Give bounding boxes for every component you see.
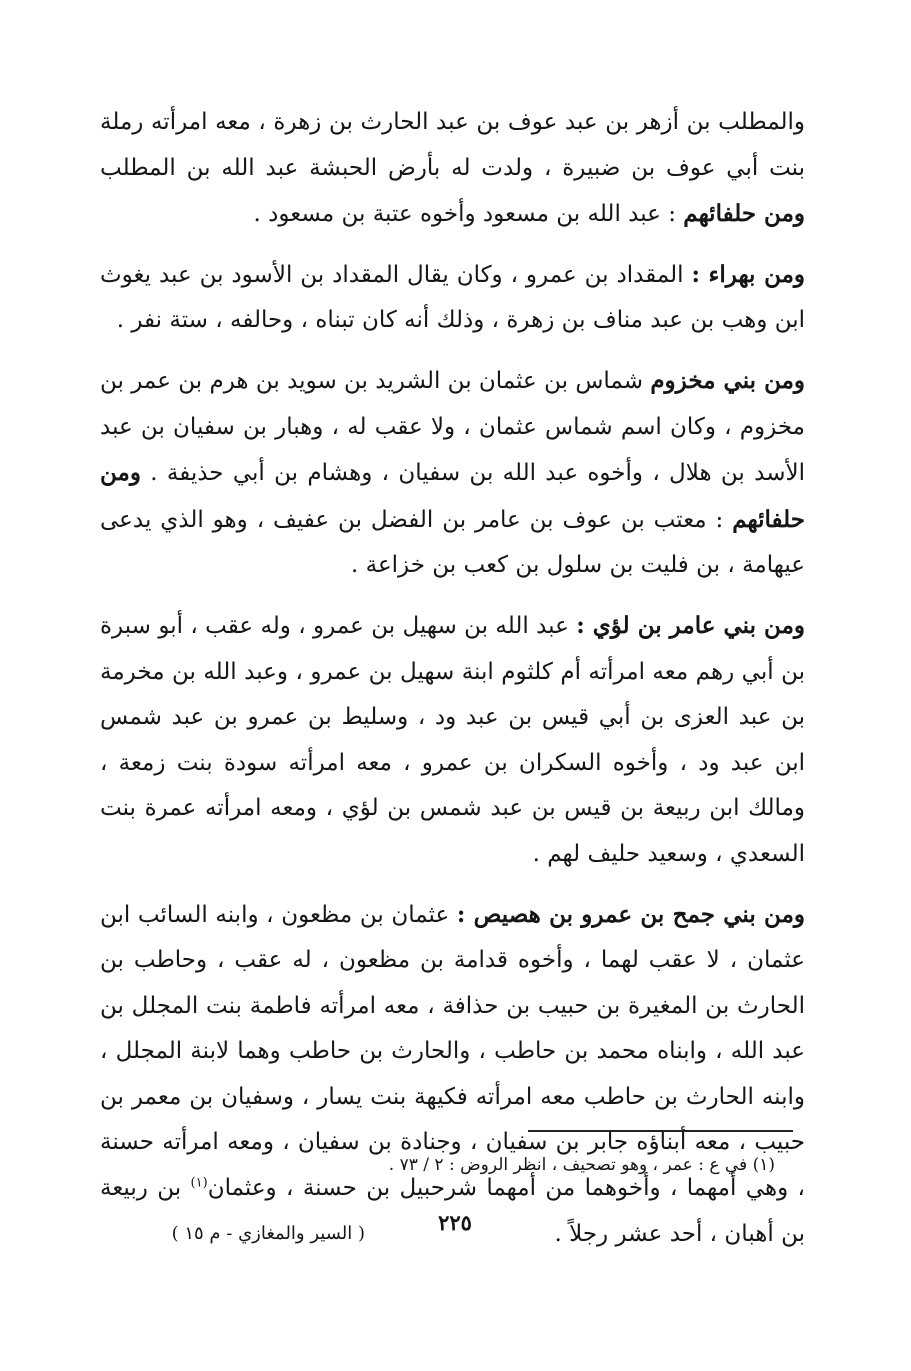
footnote: (١) في ع : عمر ، وهو تصحيف ، انظر الروض : ٢ / ٧٣ . <box>388 1155 775 1175</box>
paragraph-text: بن ربيعة بن أهبان ، أحد عشر رجلاً . <box>100 1175 805 1247</box>
paragraph-text: : عبد الله بن مسعود وأخوه عتبة بن مسعود . <box>253 201 684 228</box>
paragraph-5 <box>100 892 805 1258</box>
paragraph-text: المقداد بن عمرو ، وكان يقال المقداد بن الأسود بن عبد يغوث ابن وهب بن عبد مناف بن زهرة ، وذلك أنه كان تبناه ، وحالفه ، ستة نفر . <box>100 261 805 334</box>
paragraph-3 <box>100 358 805 589</box>
paragraph-4 <box>100 603 805 878</box>
footnote-divider <box>528 1130 793 1132</box>
printer-signature: ( السير والمغازي - م ١٥ ) <box>171 1223 365 1244</box>
paragraph-2 <box>100 252 805 344</box>
paragraph-lead: ومن بهراء : <box>691 260 806 288</box>
paragraph-text: عثمان بن مظعون ، وابنه السائب ابن عثمان ، لا عقب لهما ، وأخوه قدامة بن مظعون ، له عقب ، وحاطب بن الحارث بن المغيرة بن حبيب بن حذافة ، معه امرأته فاطمة بنت المجلل بن عبد الله ، وابناه محمد بن حاطب ، والحارث بن حاطب وهما لابنة المجلل ، وابنه الحارث بن حاطب معه امرأته فكيهة بنت يسار ، وسفيان بن معمر بن حبيب ، معه أبناؤه جابر بن سفيان ، وجنادة بن سفيان ، ومعه امرأته حسنة ، وهي أمهما ، وأخوهما من أمهما شرحبيل بن حسنة ، وعثمان <box>100 901 805 1202</box>
paragraph-text: والمطلب بن أزهر بن عبد عوف بن عبد الحارث بن زهرة ، معه امرأته رملة بنت أبي عوف بن ضبيرة ، ولدت له بأرض الحبشة عبد الله بن المطلب <box>100 109 805 181</box>
paragraph-text: عبد الله بن سهيل بن عمرو ، وله عقب ، أبو سبرة بن أبي رهم معه امرأته أم كلثوم ابنة سهيل بن عمرو ، وعبد الله بن مخرمة بن عبد العزى بن أبي قيس بن عبد ود ، وسليط بن عمرو بن عبد شمس ابن عبد ود ، وأخوه السكران بن عمرو ، معه امرأته سودة بنت زمعة ، ومالك ابن ربيعة بن قيس بن عبد شمس بن لؤي ، ومعه امرأته عمرة بنت السعدي ، وسعيد حليف لهم . <box>100 612 805 867</box>
paragraph-lead: ومن حلفائهم <box>683 200 805 228</box>
paragraph-lead: ومن بني عامر بن لؤي : <box>576 611 805 639</box>
paragraph-lead: ومن بني جمح بن عمرو بن هصيص : <box>456 900 805 928</box>
paragraph-text: : معتب بن عوف بن عامر بن الفضل بن عفيف ، وهو الذي يدعى عيهامة ، بن فليت بن سلول بن كعب بن خزاعة . <box>100 506 805 579</box>
paragraph-lead: ومن حلفائهم <box>100 459 805 533</box>
page-number: ٢٢٥ <box>438 1210 472 1235</box>
paragraph-lead: ومن بني مخزوم <box>650 366 805 394</box>
main-text <box>100 100 805 1257</box>
footnote-reference[interactable]: (١) <box>190 1175 208 1191</box>
paragraph-text: شماس بن عثمان بن الشريد بن سويد بن هرم بن عمر بن مخزوم ، وكان اسم شماس عثمان ، ولا عقب له ، وهبار بن سفيان بن عبد الأسد بن هلال ، وأخوه عبد الله بن سفيان ، وهشام بن أبي حذيفة . <box>100 367 805 487</box>
paragraph-1 <box>100 100 805 238</box>
